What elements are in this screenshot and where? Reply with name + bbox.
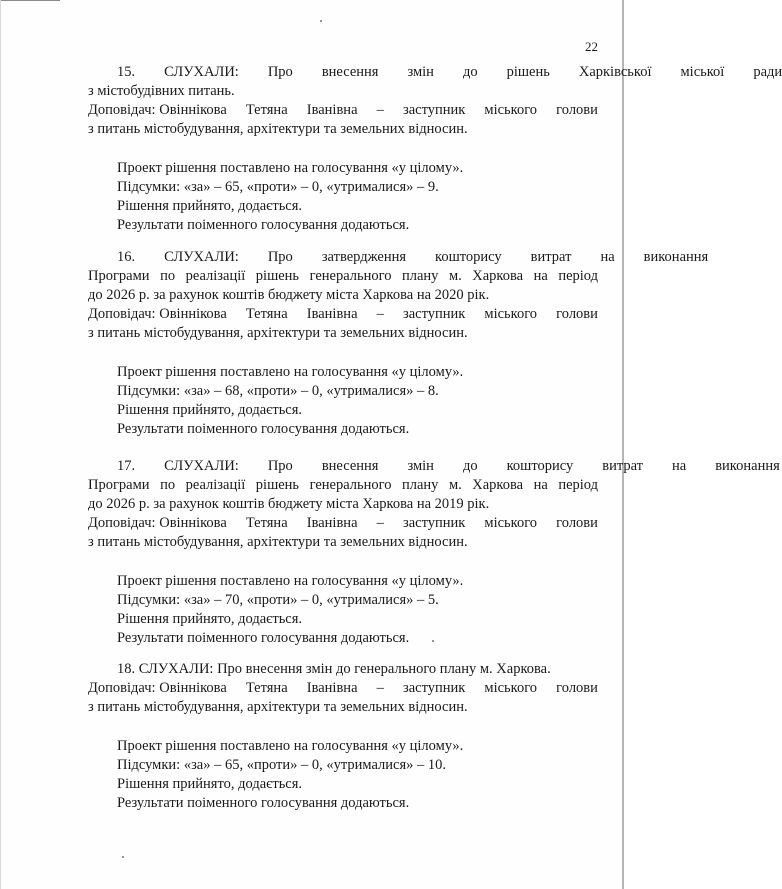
speaker-continuation: з питань містобудування, архітектури та земельних відносин. [88,121,468,137]
vote-totals: Підсумки: «за» – 70, «проти» – 0, «утрималися» – 5. [117,592,439,608]
speaker-line [88,514,598,533]
speaker-label-name: Доповідач: Овіннікова [88,102,227,118]
speaker-word: міського [484,680,538,696]
heading-word: 17. [117,458,136,474]
item-heading-line: Програми по реалізації рішень генерального плану м. Харкова на період [88,268,598,284]
item-heading-line: з містобудівних питань. [88,83,235,99]
scan-speck [432,640,434,642]
speaker-word: Іванівна [306,680,358,696]
heading-word: СЛУХАЛИ: [164,64,239,80]
speaker-word: міського [484,306,538,322]
heading-word: виконання [643,249,709,265]
speaker-word: заступник [402,515,466,531]
item-heading-line [88,63,782,82]
heading-word: на [600,249,615,265]
speaker-word: – [376,515,384,531]
heading-word: рішень [506,64,550,80]
vote-totals: Підсумки: «за» – 65, «проти» – 0, «утрималися» – 10. [117,757,447,773]
vote-results-note: Результати поіменного голосування додаються. [117,421,410,437]
speaker-word: – [376,680,384,696]
heading-word: кошторису [506,458,574,474]
speaker-word: Іванівна [306,102,358,118]
vote-line: Проект рішення поставлено на голосування «у цілому». [117,573,464,589]
speaker-word: Тетяна [245,680,288,696]
speaker-word: Іванівна [306,306,358,322]
vote-line: Проект рішення поставлено на голосування «у цілому». [117,738,464,754]
speaker-label-name: Доповідач: Овіннікова [88,680,227,696]
heading-word: 16. [117,249,136,265]
heading-word: до [462,64,478,80]
vote-totals: Підсумки: «за» – 68, «проти» – 0, «утрималися» – 8. [117,383,439,399]
heading-word: Про [267,458,293,474]
speaker-word: заступник [402,680,466,696]
heading-word: виконання [715,458,780,474]
heading-word: затвердження [321,249,407,265]
vote-line: Проект рішення поставлено на голосування «у цілому». [117,160,464,176]
heading-word: внесення [321,458,379,474]
heading-word: витрат [602,458,643,474]
speaker-label-name: Доповідач: Овіннікова [88,515,227,531]
speaker-continuation: з питань містобудування, архітектури та земельних відносин. [88,699,468,715]
vote-block [88,159,598,235]
agenda-item-15 [88,63,782,235]
speaker-word: міського [484,102,538,118]
speaker-label-name: Доповідач: Овіннікова [88,306,227,322]
heading-word: міської [680,64,725,80]
item-heading-line [88,248,709,267]
scan-speck [122,856,124,858]
item-heading-line: Програми по реалізації рішень генерального плану м. Харкова на період [88,477,598,493]
vote-block [88,363,598,439]
scan-speck [320,20,322,22]
speaker-word: голови [556,680,598,696]
scan-edge-top [0,0,60,1]
speaker-word: Тетяна [245,102,288,118]
speaker-line [88,679,598,698]
speaker-continuation: з питань містобудування, архітектури та земельних відносин. [88,325,468,341]
speaker-word: заступник [402,102,466,118]
item-heading-line: 18. СЛУХАЛИ: Про внесення змін до генерального плану м. Харкова. [117,661,551,677]
agenda-item-17 [88,457,780,648]
speaker-word: голови [556,102,598,118]
speaker-word: – [376,102,384,118]
heading-word: кошторису [435,249,502,265]
speaker-continuation: з питань містобудування, архітектури та земельних відносин. [88,534,468,550]
heading-word: 15. [117,64,136,80]
heading-word: Про [267,249,293,265]
speaker-word: голови [556,306,598,322]
heading-word: ради [753,64,782,80]
scan-edge-left [0,0,1,889]
vote-block [88,737,598,813]
speaker-line [88,305,598,324]
scan-edge-right [622,0,624,889]
heading-word: змін [407,458,434,474]
vote-decision: Рішення прийнято, додається. [117,198,303,214]
speaker-word: голови [556,515,598,531]
heading-word: витрат [530,249,572,265]
speaker-word: Тетяна [245,306,288,322]
speaker-word: Іванівна [306,515,358,531]
heading-word: на [672,458,687,474]
heading-word: змін [407,64,434,80]
vote-decision: Рішення прийнято, додається. [117,776,303,792]
heading-word: Про [267,64,293,80]
agenda-item-18 [88,660,598,813]
page-number: 22 [585,39,598,54]
item-heading-line: до 2026 р. за рахунок коштів бюджету міста Харкова на 2019 рік. [88,496,490,512]
heading-word: внесення [321,64,379,80]
vote-results-note: Результати поіменного голосування додаються. [117,795,410,811]
speaker-word: Тетяна [245,515,288,531]
heading-word: до [462,458,478,474]
speaker-word: заступник [402,306,466,322]
speaker-line [88,101,598,120]
heading-word: СЛУХАЛИ: [164,458,239,474]
agenda-item-16 [88,248,709,439]
vote-decision: Рішення прийнято, додається. [117,611,303,627]
heading-word: Харківської [578,64,652,80]
heading-word: СЛУХАЛИ: [164,249,239,265]
vote-block [88,572,598,648]
item-heading-line [88,457,780,476]
vote-line: Проект рішення поставлено на голосування «у цілому». [117,364,464,380]
vote-totals: Підсумки: «за» – 65, «проти» – 0, «утрималися» – 9. [117,179,439,195]
vote-decision: Рішення прийнято, додається. [117,402,303,418]
speaker-word: – [376,306,384,322]
speaker-word: міського [484,515,538,531]
item-heading-line: до 2026 р. за рахунок коштів бюджету міста Харкова на 2020 рік. [88,287,490,303]
vote-results-note: Результати поіменного голосування додаються. [117,630,410,646]
vote-results-note: Результати поіменного голосування додаються. [117,217,410,233]
